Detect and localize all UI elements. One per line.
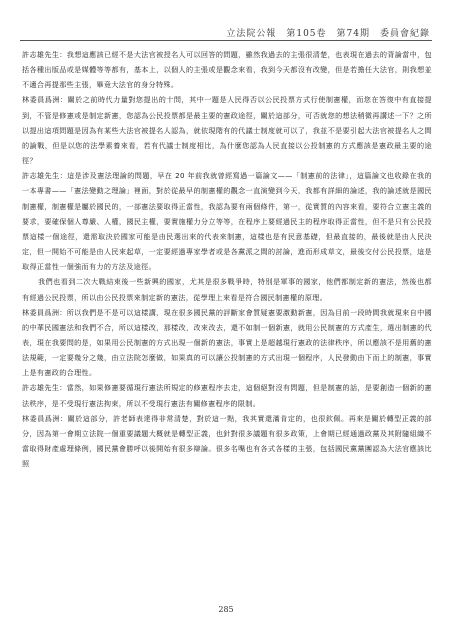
paragraph-text: 關於之前時代力量對您提出的十問，其中一題是人民得否以公民投票方式行使制憲權，而您在答復中有直接提到，不管是修憲或是制定新憲，您認為公民投票都是最主要的憲政途徑，關於這部分，可否就您的想法稍微再講述一下？之所以提出這項問題是因為有某些大法官被提名人認為，就依現階有的代議士制度就可以了，我並不是要引起大法官被提名人之間的論戰，但是以您的法學素養來看，若有代議士制度相比，為什麼您認為人民直接以公投制憲的方式應該是憲政最主要的途徑？ [22, 95, 432, 166]
transcript-paragraph-continuation [22, 274, 432, 304]
speaker-label: 許志雄先生： [22, 50, 67, 59]
transcript-paragraph [22, 380, 432, 410]
transcript-paragraph [22, 305, 432, 381]
transcript-paragraph [22, 168, 432, 274]
speaker-label: 林委員爲洲： [22, 413, 68, 423]
transcript-paragraph [22, 92, 432, 168]
speaker-label: 林委員爲洲： [22, 307, 67, 317]
page-number: 285 [218, 605, 234, 614]
speaker-label: 許志雄先生： [22, 383, 67, 393]
paragraph-text: 所以我們是不是可以這樣講，現在很多國民黨的評斷家會質疑憲要激動新憲，因為目前一段時間我就現來自中國的中華民國憲法和我們不合，所以這樣改，那樣改，改來改去，還不如制一個新憲，就用公民制憲的方式產生，選出制憲的代表，現在我要問的是，如果用公民制憲的方式出現一個新的憲法，事實上是超越現行憲政的法律秩序，所以應該不是用舊的憲法規範，一定要幾分之幾，由立法院怎麼做，如果真的可以讓公投制憲的方式出現一個程序，人民發動由下而上的制憲，事實上是有憲政的合理性。 [22, 307, 432, 378]
paragraph-text: 我想這應該已經不是大法官被授名人可以回答的問題，雖然我過去的主張很清楚，也表現在過去的背論當中，包括各種出版品或是媒體等等都有，基本上，以個人的主張或是觀念來看，我到今天都沒有改變，但是若擔任大法官，則我想並不適合再提那些主張，畢竟大法官的身分特殊。 [22, 50, 432, 90]
paragraph-text: 我們也看到二次大戰結束後一些新興的國家，尤其是很多戰爭時，特別是軍事的國家，他們都制定新的憲法，然後也都有經過公民投票，所以由公民投票來制定新的憲法，從學理上來看是符合國民制憲權的原理。 [22, 277, 432, 302]
running-header: 立法院公報 第105卷 第74期 委員會紀錄 [226, 29, 430, 39]
paragraph-text: 關於這部分，許老師表達得非常清楚，對於這一點，我其實還滿肯定的，也很欽佩。再來是關於轉型正義的部分，因為第一會期立法院一個重要議題大概就是轉型正義，也針對很多議題有很多政策，上會期已經通過政黨及其附隨組織不當取得財產處理條例，國民黨會勝呼以後開始有很多辯論。很多名嘴也有各式各樣的主張，包括國民黨黨團認為大法官應該比照 [22, 413, 432, 469]
transcript-body [22, 47, 432, 471]
speaker-label: 許志雄先生： [22, 171, 68, 181]
paragraph-text: 當然，如果修憲要循現行憲法所規定的修憲程序去走，這個絕對沒有問題，但是制憲的話，是要創造一個新的憲法秩序，是不受現行憲法拘束，所以不受現行憲法有關修憲程序的限制。 [22, 383, 432, 408]
transcript-paragraph [22, 411, 432, 472]
transcript-paragraph [22, 47, 432, 92]
paragraph-text: 這是涉及憲法理論的問題，早在 20 年前我就曾經寫過一篇論文——「制憲前的法律」，這篇論文也收錄在我的一本專書——「憲法變動之理論」裡面，對於從最早的制憲權的觀念一直演變到今天，我都有詳細的論述，我的論述就是國民制憲權，制憲權是屬於國民的，一部憲法要取得正當性，我認為要有兩個條件，第一，從實質的內容來看，要符合立憲主義的要求，要確保個人尊嚴、人權，國民主權，要實施權力分立等等，在程序上要經過民主的程序取得正當性，但不是只有公民投票這樣一個途徑，還需取決於國家可能是由民選出來的代表來制憲，這樣也是有民意基礎，但最直接的，最後就是由人民決定，但一開始不可能是由人民來起草，一定要經過專家學者或是各黨派之間的討論，進而形成草文，最後交付公民投票，這是取得正當性一個強而有力的方法及途徑。 [22, 171, 432, 272]
speaker-label: 林委員爲洲： [22, 95, 68, 105]
header-rule [20, 40, 432, 41]
